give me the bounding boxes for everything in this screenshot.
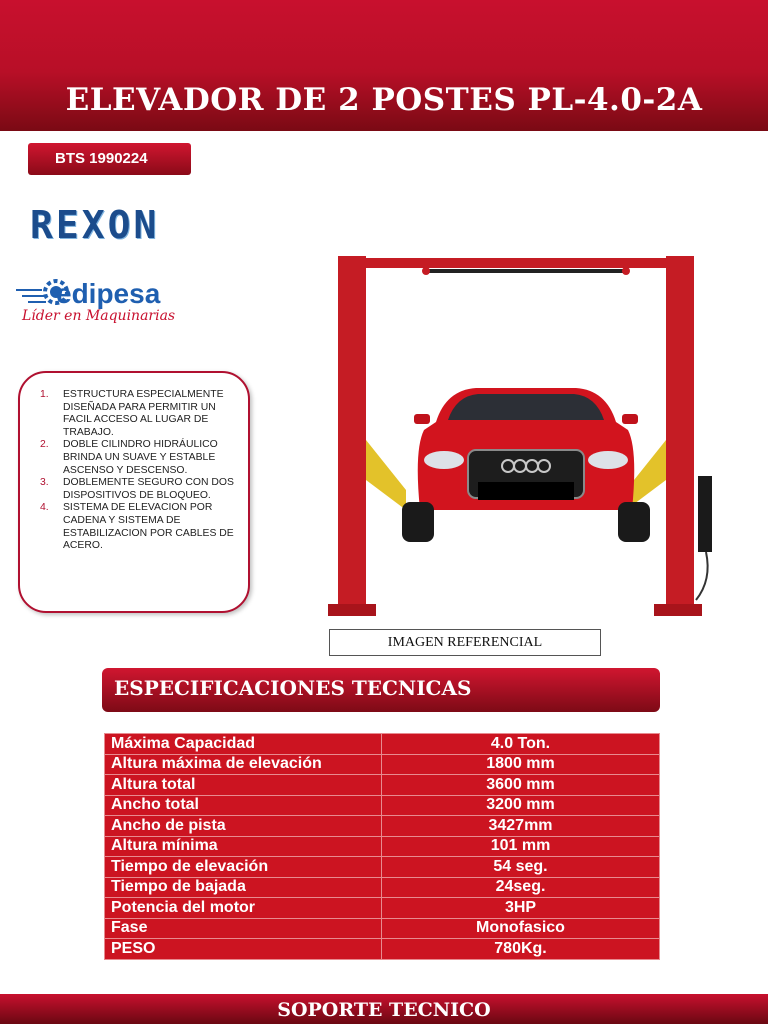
spec-value: 3427mm	[382, 816, 660, 837]
spec-row	[105, 734, 660, 755]
page-title: ELEVADOR DE 2 POSTES PL-4.0-2A	[65, 82, 703, 118]
edipesa-logo	[12, 272, 192, 332]
spec-label: Altura total	[105, 775, 382, 796]
edipesa-brand: edipesa	[56, 278, 161, 309]
specs-title: ESPECIFICACIONES TECNICAS	[102, 668, 660, 712]
spec-row	[105, 816, 660, 837]
spec-row	[105, 898, 660, 919]
image-caption: IMAGEN REFERENCIAL	[329, 629, 601, 656]
spec-row	[105, 775, 660, 796]
spec-value: 3200 mm	[382, 795, 660, 816]
spec-row	[105, 939, 660, 960]
spec-label: Máxima Capacidad	[105, 734, 382, 755]
spec-value: 4.0 Ton.	[382, 734, 660, 755]
spec-row	[105, 754, 660, 775]
spec-value: 3600 mm	[382, 775, 660, 796]
spec-value: 101 mm	[382, 836, 660, 857]
feature-item: 2. DOBLE CILINDRO HIDRÁULICO BRINDA UN SUAVE Y ESTABLE ASCENSO Y DESCENSO.	[40, 439, 218, 476]
spec-value: 54 seg.	[382, 857, 660, 878]
spec-value: 780Kg.	[382, 939, 660, 960]
specs-table	[104, 733, 660, 960]
spec-value: 3HP	[382, 898, 660, 919]
features-list	[40, 389, 240, 553]
spec-row	[105, 877, 660, 898]
spec-label: Altura máxima de elevación	[105, 754, 382, 775]
spec-label: Ancho de pista	[105, 816, 382, 837]
feature-item: 3. DOBLEMENTE SEGURO CON DOS DISPOSITIVOS DE BLOQUEO.	[40, 477, 234, 501]
spec-row	[105, 836, 660, 857]
rexon-logo: REXON	[30, 203, 160, 247]
lift-with-car-image	[326, 250, 726, 620]
spec-row	[105, 857, 660, 878]
spec-value: 1800 mm	[382, 754, 660, 775]
spec-label: PESO	[105, 939, 382, 960]
edipesa-tagline: Líder en Maquinarias	[22, 308, 176, 324]
footer-banner: SOPORTE TECNICO	[0, 994, 768, 1024]
header-banner	[0, 0, 768, 131]
spec-label: Potencia del motor	[105, 898, 382, 919]
spec-label: Altura mínima	[105, 836, 382, 857]
spec-label: Fase	[105, 918, 382, 939]
product-code-badge: BTS 1990224	[28, 143, 191, 175]
spec-value: 24seg.	[382, 877, 660, 898]
spec-row	[105, 918, 660, 939]
spec-row	[105, 795, 660, 816]
spec-label: Ancho total	[105, 795, 382, 816]
spec-label: Tiempo de elevación	[105, 857, 382, 878]
feature-item: 1. ESTRUCTURA ESPECIALMENTE DISEÑADA PARA PERMITIR UN FACIL ACCESO AL LUGAR DE TRABAJO.	[40, 389, 224, 438]
feature-item: 4. SISTEMA DE ELEVACION POR CADENA Y SISTEMA DE ESTABILIZACION POR CABLES DE ACERO.	[40, 502, 234, 552]
spec-label: Tiempo de bajada	[105, 877, 382, 898]
spec-value: Monofasico	[382, 918, 660, 939]
features-box	[18, 371, 250, 613]
